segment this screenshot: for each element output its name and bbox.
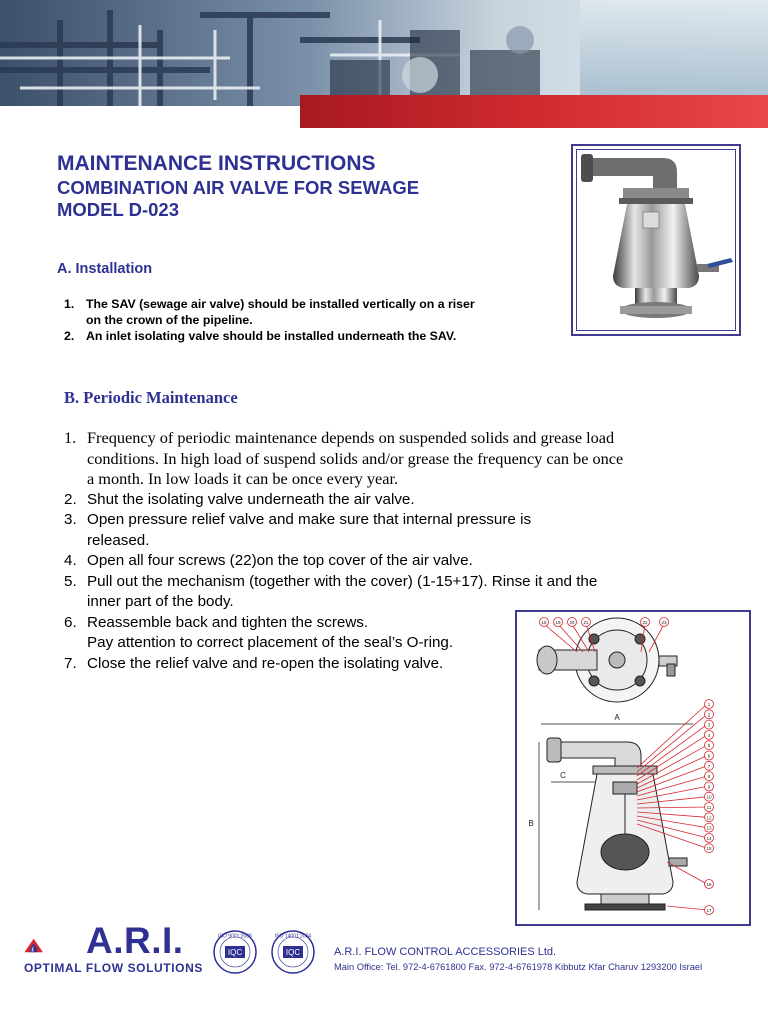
maintenance-item-2 (64, 490, 624, 511)
list-text: Close the relief valve and re-open the isolating valve. (87, 654, 444, 672)
callout-balloon-21-label: 21 (583, 620, 589, 625)
installation-item-1 (64, 296, 484, 328)
iso-9001-text: ISO 9001:2008 (218, 933, 252, 940)
document-title (57, 151, 419, 221)
list-number: 7. (64, 654, 77, 672)
list-text: Shut the isolating valve underneath the air valve. (87, 490, 415, 508)
callout-balloon-6-label: 6 (707, 753, 711, 759)
technical-diagram-frame (515, 610, 751, 926)
list-number: 1. (64, 428, 77, 447)
list-number: 5. (64, 572, 77, 590)
iso-9001-seal (212, 929, 258, 975)
callout-balloon-13-label: 13 (706, 825, 712, 831)
exploded-drawing (517, 612, 749, 924)
section-b-heading: B. Periodic Maintenance (64, 388, 238, 407)
dimension-b-label: B (528, 819, 534, 828)
installation-list (64, 296, 484, 344)
callout-balloon-3-label: 3 (707, 722, 711, 728)
brand-tagline: OPTIMAL FLOW SOLUTIONS (24, 961, 203, 975)
product-photo-frame (571, 144, 741, 336)
list-number: 3. (64, 511, 77, 528)
callout-balloon-8-label: 8 (707, 774, 711, 780)
installation-item-2 (64, 328, 484, 344)
callout-balloon-18-label: 18 (541, 620, 547, 625)
list-number: 2. (64, 490, 77, 508)
list-text: Pull out the mechanism (together with the cover) (1-15+17). Rinse it and the inner part of the body. (87, 572, 598, 610)
callout-balloon-19-label: 19 (555, 620, 561, 625)
title-main: MAINTENANCE INSTRUCTIONS (57, 152, 376, 175)
list-text: An inlet isolating valve should be installed underneath the SAV. (86, 329, 457, 343)
callout-balloon-7-label: 7 (707, 763, 711, 769)
title-subtitle: COMBINATION AIR VALVE FOR SEWAGE (57, 177, 420, 198)
maintenance-item-5 (64, 572, 624, 613)
list-text: The SAV (sewage air valve) should be installed vertically on a riser on the crown of the pipeline. (86, 297, 475, 327)
dimension-c-label: C (560, 771, 566, 780)
callout-balloon-12-label: 12 (706, 815, 712, 821)
section-a-heading: A. Installation (57, 261, 153, 277)
callout-balloon-9-label: 9 (707, 784, 711, 790)
callout-balloon-14-label: 14 (706, 835, 712, 841)
list-number: 1. (64, 297, 75, 311)
list-text: Open all four screws (22)on the top cover of the air valve. (87, 552, 473, 569)
air-valve-photo (573, 146, 739, 334)
title-model: MODEL D-023 (57, 199, 179, 220)
callout-balloon-22-label: 22 (642, 620, 648, 625)
office-contact: Main Office: Tel. 972-4-6761800 Fax. 972-4-6761978 Kibbutz Kfar Charuv 1293200 Israel (334, 962, 703, 972)
callout-balloon-23-label: 23 (661, 620, 667, 625)
list-number: 6. (64, 613, 77, 631)
iso-badge-text: IQC (285, 948, 301, 957)
company-name: A.R.I. FLOW CONTROL ACCESSORIES Ltd. (334, 946, 557, 958)
header-banner (0, 0, 768, 128)
callout-balloon-11-label: 11 (706, 805, 712, 810)
iso-14001-text: ISO 14001:2004 (274, 933, 312, 940)
list-text: Reassemble back and tighten the screws. (87, 613, 369, 631)
callout-balloon-5-label: 5 (707, 743, 711, 749)
callout-balloon-2-label: 2 (707, 712, 711, 718)
maintenance-item-1 (64, 428, 624, 490)
maintenance-item-3 (64, 510, 577, 551)
callout-balloon-4-label: 4 (707, 732, 711, 738)
iso-14001-seal (270, 929, 316, 975)
callout-balloon-16-label: 16 (706, 882, 712, 887)
maintenance-item-4 (64, 551, 624, 572)
callout-balloon-1-label: 1 (707, 702, 711, 707)
brand-name: A.R.I. (86, 920, 184, 961)
list-number: 4. (64, 552, 77, 569)
list-text-note: Pay attention to correct placement of the seal’s O-ring. (87, 634, 454, 651)
callout-balloon-20-label: 20 (569, 620, 575, 625)
list-number: 2. (64, 329, 75, 343)
callout-balloon-17-label: 17 (706, 908, 712, 913)
iso-badge-text: IQC (227, 948, 243, 957)
callout-balloon-15-label: 15 (706, 846, 712, 852)
list-text: Open pressure relief valve and make sure that internal pressure is released. (87, 511, 532, 549)
dimension-a-label: A (614, 713, 620, 722)
list-text: Frequency of periodic maintenance depends on suspended solids and grease load conditions. In high load of suspend solids and/or grease the frequency can be once a month. In low loads it can be once every year. (87, 428, 624, 488)
callout-balloon-10-label: 10 (706, 794, 712, 800)
